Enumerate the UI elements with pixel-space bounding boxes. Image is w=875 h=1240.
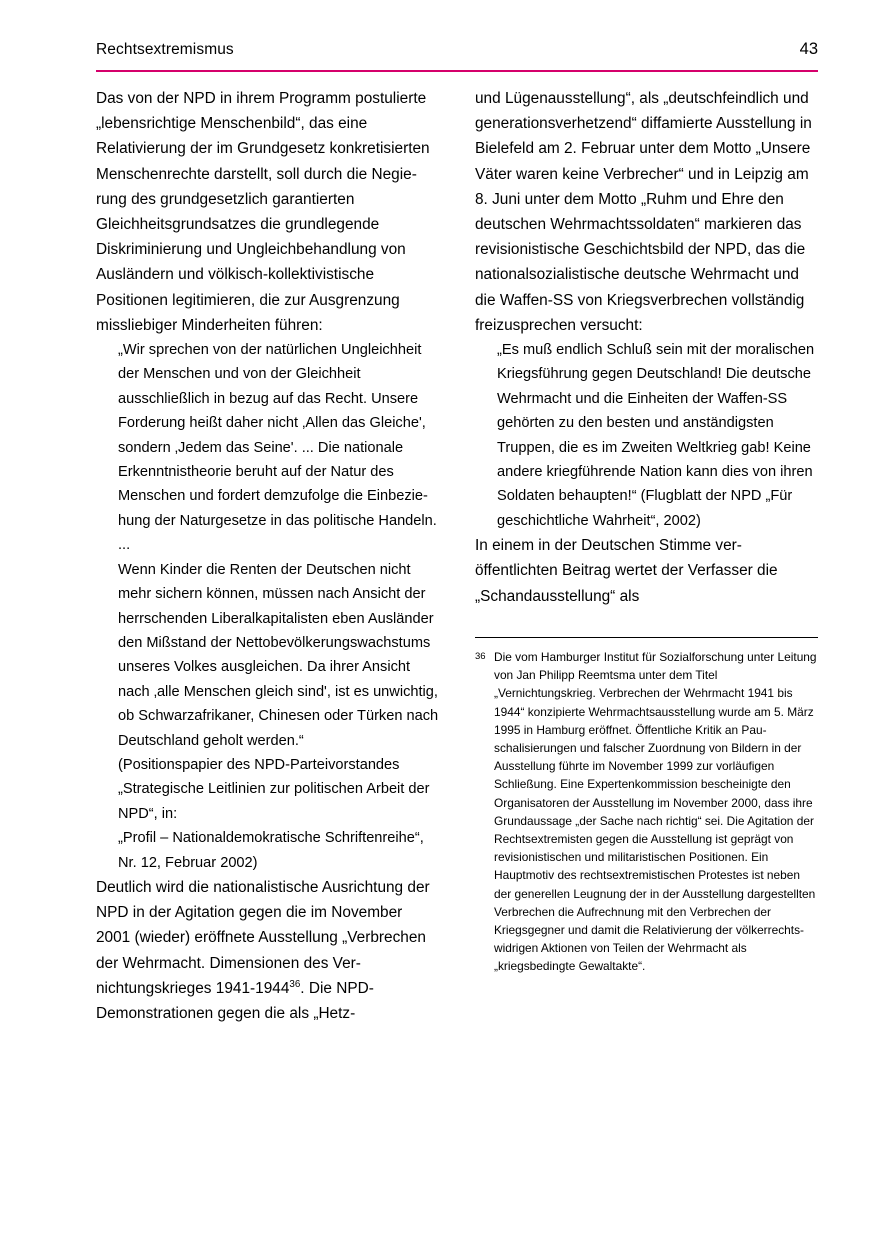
paragraph: Das von der NPD in ihrem Programm postulierte „lebensrichtige Menschenbild“, das eine Relativierung der im Grundgesetz konkretisierten Menschenrechte darstellt, soll durch die Negierung des grundgesetzlich garantierten Gleichheitsgrundsatzes die grundlegende Diskriminierung und Ungleichbehandlung von Ausländern und völkisch-kollektivistische Positionen legitimieren, die zur Ausgrenzung missliebiger Minderheiten führen: [96, 90, 430, 334]
footnote-section [475, 637, 818, 976]
paragraph: und Lügenausstellung“, als „deutschfeindlich und generationsverhetzend“ diffamierte Ausstellung in Bielefeld am 2. Februar unter dem Motto „Unsere Väter waren keine Verbrecher“ und in Leipzig am 8. Juni unter dem Motto „Ruhm und Ehre den deutschen Wehrmachtssoldaten“ markieren das revisionistische Geschichtsbild der NPD, das die nationalsozialistische deutsche Wehrmacht und die Waffen-SS von Kriegsverbrechen vollständig freizusprechen versucht: [475, 90, 812, 334]
paragraph-text-before-footnote: Deutlich wird die nationalistische Ausrichtung der NPD in der Agitation gegen die im November 2001 (wieder) eröffnete Ausstellung „Verbrechen der Wehrmacht. Dimensionen des Vernichtungskrieges 1941-1944 [96, 878, 430, 997]
running-header [96, 40, 818, 59]
right-column [475, 86, 818, 1026]
page-number: 43 [799, 40, 818, 58]
quote-source: „Profil – Nationaldemokratische Schriftenreihe“, Nr. 12, Februar 2002) [118, 830, 424, 871]
block-quote: „Es muß endlich Schluß sein mit der moralischen Kriegsführung gegen Deutschland! Die deutsche Wehrmacht und die Einheiten der Waffen-SS gehörten zu den besten und anständigsten Truppen, die es im Zweiten Weltkrieg gab! Keine andere kriegführende Nation kann dies von ihren Soldaten behaupten!“ (Flugblatt der NPD „Für geschichtliche Wahrheit“, 2002) [497, 342, 815, 529]
footnote-divider [475, 637, 818, 638]
left-column [96, 86, 439, 1026]
header-divider [96, 70, 818, 72]
paragraph-text-after-footnote: . Die NPD-Demonstrationen gegen die als „Hetz- [96, 979, 374, 1022]
paragraph: In einem in der Deutschen Stimme veröffentlichten Beitrag wertet der Verfasser die „Schandausstellung“ als [475, 537, 778, 605]
header-chapter-title: Rechtsextremismus [96, 41, 234, 58]
footnote-text: Die vom Hamburger Institut für Sozialforschung unter Leitung von Jan Philipp Reemtsma unter dem Titel „Vernichtungskrieg. Verbrechen der Wehrmacht 1941 bis 1944“ konzipierte Wehrmachtsausstellung wurde am 5. März 1995 in Hamburg eröffnet. Öffentliche Kritik an Pauschalisierungen und falscher Zuordnung von Bildern in der Ausstellung führte im November 1999 zur vorläufigen Schließung. Eine Expertenkommission bescheinigte den Organisatoren der Ausstellung im November 2000, dass ihre Grundaussage „der Sache nach richtig“ sei. Die Agitation der Rechtsextremisten gegen die Ausstellung ist geprägt von revisionistischen und militaristischen Positionen. Ein Hauptmotiv des rechtsextremistischen Protestes ist neben der generellen Leugnung der in der Ausstellung dargestellten Verbrechen die Aufrechnung mit den Verbrechen der Kriegsgegner und damit die Relativierung der völkerrechtswidrigen Aktionen von Teilen der Wehrmacht als „kriegsbedingte Gewaltakte“. [494, 649, 817, 974]
footnote-reference[interactable]: 36 [289, 978, 301, 990]
quote-source: (Positionspapier des NPD-Parteivorstandes „Strategische Leitlinien zur politischen Arbeit der NPD“, in: [118, 756, 430, 822]
body-columns [96, 86, 818, 1026]
footnote-entry [475, 648, 818, 976]
footnote-marker: 36 [475, 650, 486, 662]
block-quote: „Wir sprechen von der natürlichen Ungleichheit der Menschen und von der Gleichheit ausschließlich in bezug auf das Recht. Unsere Forderung heißt daher nicht ‚Allen das Gleiche', sondern ‚Jedem das Seine'. ... Die nationale Erkenntnistheorie beruht auf der Natur des Menschen und fordert demzufolge die Einbeziehung der Naturgesetze in das politische Handeln. ... [118, 342, 437, 554]
block-quote: Wenn Kinder die Renten der Deutschen nicht mehr sichern können, müssen nach Ansicht der herrschenden Liberalkapitalisten eben Ausländer den Mißstand der Nettobevölkerungswachstums unseres Volkes ausgleichen. Da ihrer Ansicht nach ‚alle Menschen gleich sind', ist es unwichtig, ob Schwarzafrikaner, Chinesen oder Türken nach Deutschland geholt werden.“ [118, 561, 439, 749]
paragraph-with-footnote [96, 875, 439, 1026]
